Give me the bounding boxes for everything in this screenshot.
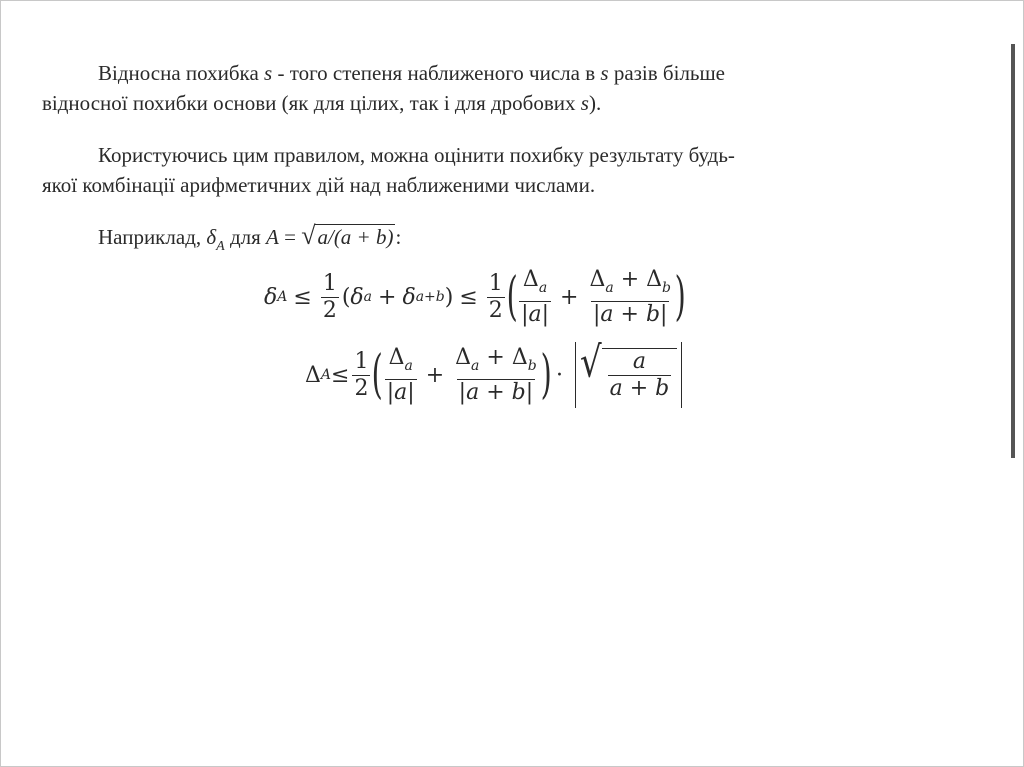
p1-text-b: - того степеня наближеного числа в: [272, 61, 601, 85]
paren-close: ): [444, 284, 454, 310]
sqrt-fraction: [579, 337, 677, 402]
leq-sign: ≤: [459, 284, 478, 310]
equation-delta-A: δ A ≤ $\frac{1}{2}$ ( δ a + δ a+b ) ≤ $\frac{1}{2}$ ( $\frac{\Delta_a}{|a|}$ + $\frac{\Delta_a + \Delta_b}{|a + b|}$ ): [264, 266, 686, 327]
leq-sign: ≤: [331, 362, 350, 388]
colon: :: [395, 225, 402, 249]
var-s: s: [264, 61, 273, 85]
fraction-sum-over-abs-sum: $\frac{\Delta_a + \Delta_b}{|a + b|}$: [589, 266, 671, 327]
delta-a: δ: [350, 284, 364, 310]
plus-sign: +: [560, 284, 579, 310]
eq2-lhs-sub: A: [320, 367, 332, 383]
radicand: a/(a + b): [317, 225, 394, 249]
equals-sign: =: [278, 225, 302, 249]
radical-sign: √: [301, 221, 316, 250]
plus-sign: +: [425, 362, 445, 388]
example-mid: для: [224, 225, 267, 249]
fraction-half: $\frac{1}{2}$: [322, 270, 337, 323]
delta-a-plus-b: δ: [402, 284, 416, 310]
radical-sign: √: [579, 337, 602, 388]
eq2-lhs: Δ: [305, 362, 321, 388]
absolute-value-sqrt: [575, 337, 682, 408]
var-A: A: [266, 225, 279, 249]
plus-sign: +: [378, 284, 397, 310]
fraction-Delta-a-over-abs-a: $\frac{\Delta_a}{|a|}$: [521, 266, 550, 327]
p2-line-1: Користуючись цим правилом, можна оцінити похибку результату будь-: [98, 143, 735, 167]
paragraph-rule-usage: [42, 140, 942, 200]
big-paren-open: (: [506, 267, 518, 327]
eq1-lhs: δ: [264, 284, 278, 310]
p1-text-e: ).: [588, 91, 602, 115]
right-edge-rule: [1011, 44, 1015, 458]
delta-symbol: δ: [206, 225, 217, 249]
paragraph-relative-error: [42, 58, 942, 118]
p1-text-d: відносної похибки основи (як для цілих, так і для дробових: [42, 91, 581, 115]
fraction-half: $\frac{1}{2}$: [488, 270, 503, 323]
fraction-a-over-a-plus-b: $\frac{a}{a + b}$: [609, 349, 670, 401]
example-prefix: Наприклад,: [98, 225, 207, 249]
big-paren-open: (: [372, 345, 384, 405]
equation-Delta-A: [305, 338, 682, 412]
dot-operator: ·: [555, 362, 563, 388]
var-s: s: [600, 61, 609, 85]
fraction-half: $\frac{1}{2}$: [354, 348, 369, 401]
eq1-lhs-sub: A: [277, 289, 288, 305]
p1-text-c: разів більше: [608, 61, 725, 85]
delta-subscript: A: [216, 239, 225, 254]
var-s: s: [580, 91, 589, 115]
big-paren-close: ): [540, 345, 552, 405]
fraction-Delta-a-over-abs-a: $\frac{\Delta_a}{|a|}$: [386, 344, 415, 405]
p1-text-a: Відносна похибка: [98, 61, 265, 85]
inline-sqrt: [301, 221, 395, 252]
paragraph-example: [98, 221, 401, 262]
p2-line-2: якої комбінації арифметичних дій над наближеними числами.: [42, 173, 596, 197]
leq-sign: ≤: [293, 284, 312, 310]
fraction-sum-over-abs-sum: $\frac{\Delta_a + \Delta_b}{|a + b|}$: [455, 344, 537, 405]
paren-open: (: [341, 284, 351, 310]
big-paren-close: ): [674, 267, 686, 327]
